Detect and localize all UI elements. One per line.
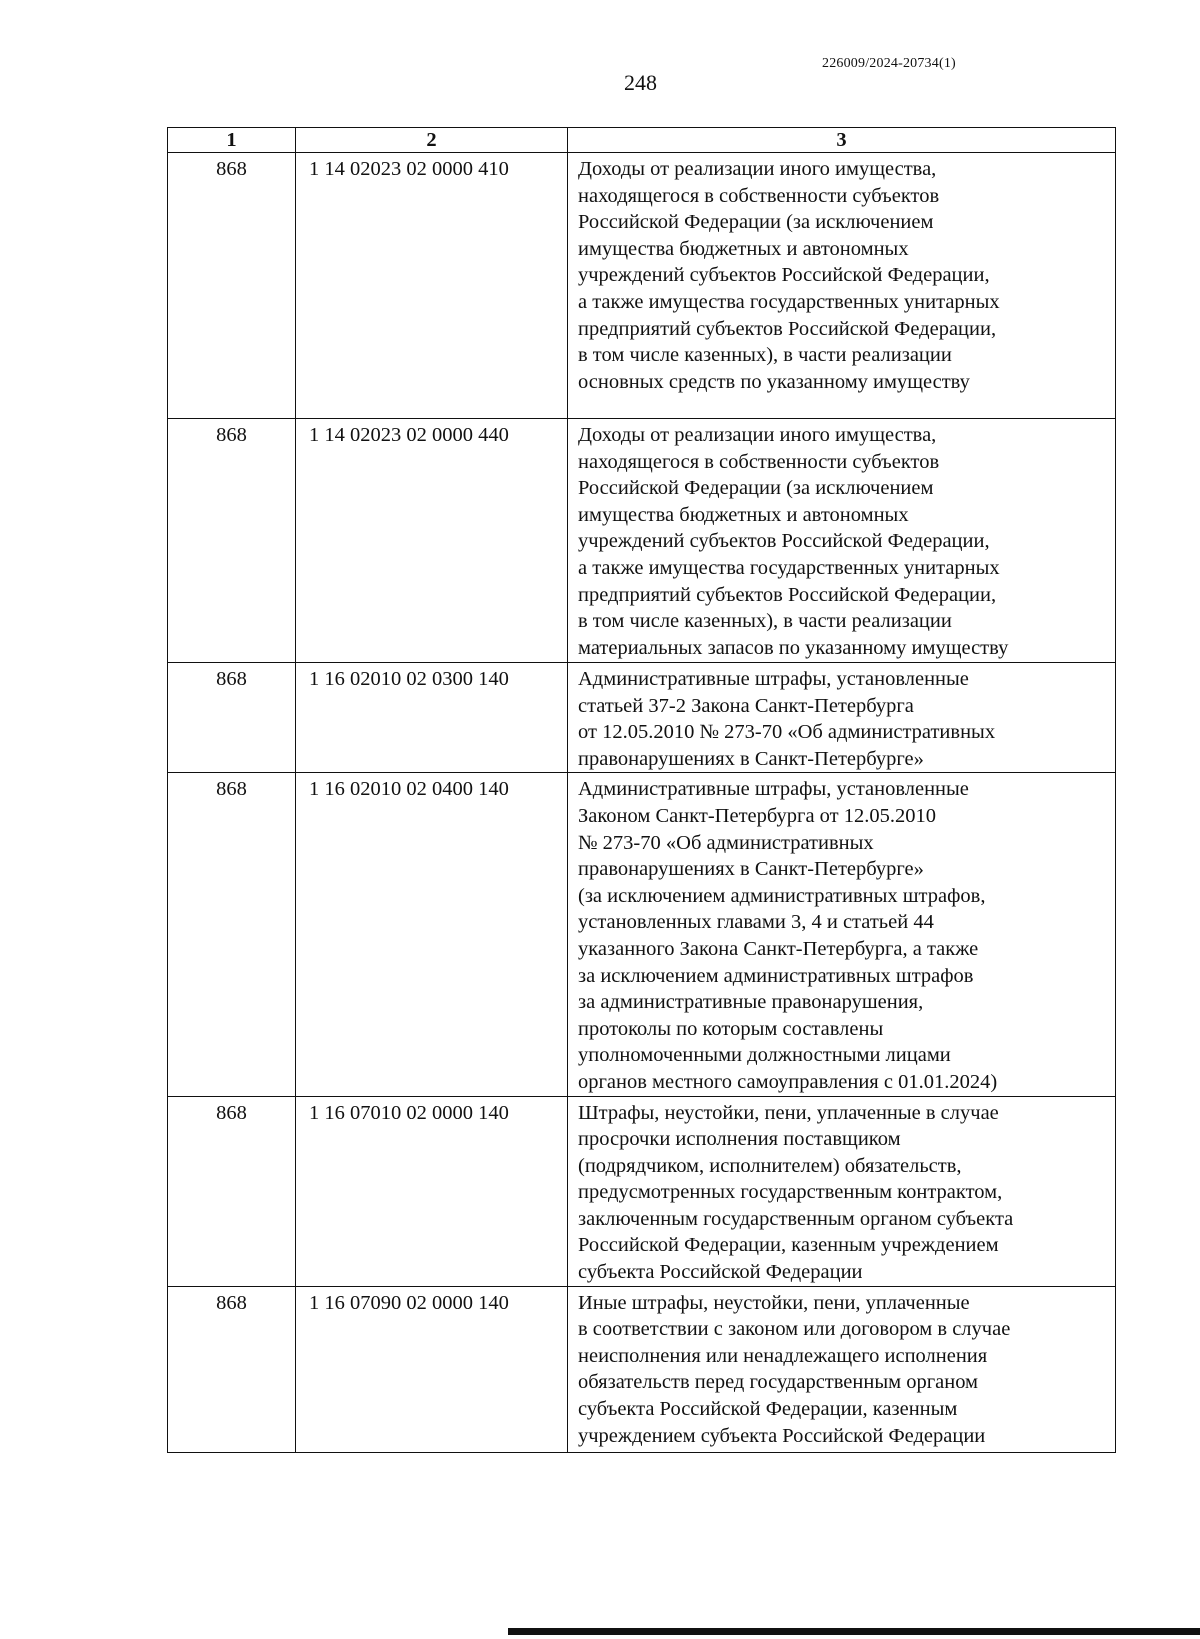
revenue-code-cell: 1 16 02010 02 0400 140	[296, 773, 568, 1096]
revenue-code-cell: 1 16 07010 02 0000 140	[296, 1096, 568, 1286]
table-row	[168, 1096, 1116, 1286]
description-cell: Доходы от реализации иного имущества, находящегося в собственности субъектов Российской Федерации (за исключением имущества бюджетных и автономных учреждений субъектов Российской Федерации, а также имущества государственных унитарных предприятий субъектов Российской Федерации, в том числе казенных), в части реализации материальных запасов по указанному имуществу	[568, 419, 1116, 663]
admin-code-cell: 868	[168, 1286, 296, 1452]
description-cell: Административные штрафы, установленные Законом Санкт-Петербурга от 12.05.2010 № 273-70 «Об административных правонарушениях в Санкт-Петербурге» (за исключением административных штрафов, установленных главами 3, 4 и статьей 44 указанного Закона Санкт-Петербурга, а также за исключением административных штрафов за административные правонарушения, протоколы по которым составлены уполномоченными должностными лицами органов местного самоуправления с 01.01.2024)	[568, 773, 1116, 1096]
admin-code-cell: 868	[168, 153, 296, 419]
table-header-row	[168, 128, 1116, 153]
description-cell: Штрафы, неустойки, пени, уплаченные в случае просрочки исполнения поставщиком (подрядчиком, исполнителем) обязательств, предусмотренных государственным контрактом, заключенным государственным органом субъекта Российской Федерации, казенным учреждением субъекта Российской Федерации	[568, 1096, 1116, 1286]
table-row	[168, 663, 1116, 773]
document-id: 226009/2024-20734(1)	[822, 56, 956, 71]
scan-edge-rule	[508, 1628, 1200, 1635]
table-row	[168, 153, 1116, 419]
description-cell: Доходы от реализации иного имущества, находящегося в собственности субъектов Российской Федерации (за исключением имущества бюджетных и автономных учреждений субъектов Российской Федерации, а также имущества государственных унитарных предприятий субъектов Российской Федерации, в том числе казенных), в части реализации основных средств по указанному имуществу	[568, 153, 1116, 419]
revenue-code-cell: 1 16 02010 02 0300 140	[296, 663, 568, 773]
description-cell: Иные штрафы, неустойки, пени, уплаченные в соответствии с законом или договором в случае неисполнения или ненадлежащего исполнения обязательств перед государственным органом субъекта Российской Федерации, казенным учреждением субъекта Российской Федерации	[568, 1286, 1116, 1452]
revenue-code-cell: 1 14 02023 02 0000 410	[296, 153, 568, 419]
table-row	[168, 419, 1116, 663]
revenue-code-cell: 1 16 07090 02 0000 140	[296, 1286, 568, 1452]
column-header-3: 3	[568, 128, 1116, 153]
admin-code-cell: 868	[168, 663, 296, 773]
revenue-codes-table	[167, 127, 1116, 1453]
description-cell: Административные штрафы, установленные статьей 37-2 Закона Санкт-Петербурга от 12.05.2010 № 273-70 «Об административных правонарушениях в Санкт-Петербурге»	[568, 663, 1116, 773]
page-number: 248	[624, 70, 657, 95]
column-header-1: 1	[168, 128, 296, 153]
admin-code-cell: 868	[168, 419, 296, 663]
revenue-code-cell: 1 14 02023 02 0000 440	[296, 419, 568, 663]
table-row	[168, 773, 1116, 1096]
admin-code-cell: 868	[168, 1096, 296, 1286]
column-header-2: 2	[296, 128, 568, 153]
table-row	[168, 1286, 1116, 1452]
admin-code-cell: 868	[168, 773, 296, 1096]
